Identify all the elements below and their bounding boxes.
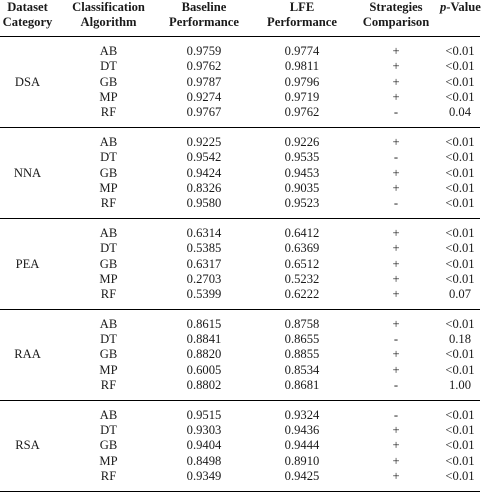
strategy-comparison-cell: - — [393, 105, 399, 120]
dataset-category-cell: RAA — [14, 347, 41, 362]
table-row — [0, 90, 480, 105]
strategy-comparison-cell: + — [392, 226, 400, 241]
lfe-performance-cell: 0.9436 — [284, 423, 320, 438]
strategy-comparison-cell: - — [393, 377, 399, 392]
algorithm-cell: RF — [100, 468, 117, 483]
table-row — [0, 453, 480, 468]
baseline-performance-cell: 0.8326 — [186, 180, 222, 195]
group-spacer — [0, 37, 480, 45]
baseline-performance-cell: 0.9759 — [186, 44, 222, 59]
strategy-comparison-cell: + — [392, 135, 400, 150]
header-row — [0, 0, 480, 37]
p-value-cell: <0.01 — [445, 347, 475, 362]
strategy-comparison-cell: - — [393, 195, 399, 210]
table-row — [0, 105, 480, 120]
algorithm-cell: GB — [99, 438, 118, 453]
p-value-cell: <0.01 — [445, 423, 475, 438]
lfe-performance-cell: 0.6512 — [284, 256, 320, 271]
dataset-category-cell: DSA — [14, 74, 41, 89]
algorithm-cell: MP — [99, 362, 118, 377]
table-row — [0, 332, 480, 347]
algorithm-cell: DT — [100, 332, 117, 347]
lfe-performance-cell: 0.6412 — [284, 226, 320, 241]
algorithm-cell: AB — [99, 317, 118, 332]
table-row — [0, 44, 480, 59]
lfe-performance-cell: 0.9719 — [284, 89, 320, 104]
baseline-performance-cell: 0.9303 — [186, 423, 222, 438]
table-row — [0, 59, 480, 74]
lfe-performance-cell: 0.9796 — [284, 74, 320, 89]
p-value-cell: 1.00 — [448, 377, 472, 392]
table-row — [0, 347, 480, 362]
strategy-comparison-cell: + — [392, 453, 400, 468]
lfe-performance-cell: 0.8910 — [284, 453, 320, 468]
baseline-performance-cell: 0.2703 — [186, 271, 222, 286]
algorithm-cell: DT — [100, 150, 117, 165]
p-value-cell: <0.01 — [445, 89, 475, 104]
strategy-comparison-cell: - — [393, 408, 399, 423]
algorithm-cell: MP — [99, 271, 118, 286]
baseline-performance-cell: 0.6005 — [186, 362, 222, 377]
table-row — [0, 150, 480, 165]
dataset-category-cell: RSA — [15, 438, 40, 453]
lfe-performance-cell: 0.5232 — [284, 271, 320, 286]
algorithm-cell: MP — [99, 453, 118, 468]
group-divider — [0, 393, 480, 401]
strategy-comparison-cell: + — [392, 44, 400, 59]
p-value-cell: <0.01 — [445, 165, 475, 180]
strategy-comparison-cell: - — [393, 150, 399, 165]
algorithm-cell: DT — [100, 423, 117, 438]
table-row — [0, 241, 480, 256]
strategy-comparison-cell: + — [392, 438, 400, 453]
baseline-performance-cell: 0.9762 — [186, 59, 222, 74]
header-baseline-performance: Baseline Performance — [156, 0, 252, 37]
strategy-comparison-cell: + — [392, 89, 400, 104]
algorithm-cell: DT — [100, 59, 117, 74]
p-value-cell: <0.01 — [445, 408, 475, 423]
group-spacer — [0, 218, 480, 226]
p-value-cell: <0.01 — [445, 453, 475, 468]
p-value-cell: <0.01 — [445, 271, 475, 286]
p-value-cell: <0.01 — [445, 468, 475, 483]
strategy-comparison-cell: + — [392, 423, 400, 438]
baseline-performance-cell: 0.9515 — [186, 408, 222, 423]
algorithm-cell: MP — [99, 89, 118, 104]
strategy-comparison-cell: + — [392, 317, 400, 332]
group-spacer — [0, 309, 480, 317]
baseline-performance-cell: 0.9225 — [186, 135, 222, 150]
baseline-performance-cell: 0.5399 — [186, 286, 222, 301]
strategy-comparison-cell: + — [392, 165, 400, 180]
algorithm-cell: GB — [99, 165, 118, 180]
strategy-comparison-cell: + — [392, 468, 400, 483]
lfe-performance-cell: 0.9535 — [284, 150, 320, 165]
table-row — [0, 408, 480, 423]
p-value-cell: <0.01 — [445, 317, 475, 332]
lfe-performance-cell: 0.8855 — [284, 347, 320, 362]
lfe-performance-cell: 0.8534 — [284, 362, 320, 377]
header-lfe-performance: LFE Performance — [252, 0, 352, 37]
baseline-performance-cell: 0.8820 — [186, 347, 222, 362]
table-row — [0, 226, 480, 241]
p-value-cell: <0.01 — [445, 74, 475, 89]
baseline-performance-cell: 0.6317 — [186, 256, 222, 271]
strategy-comparison-cell: + — [392, 256, 400, 271]
baseline-performance-cell: 0.9767 — [186, 105, 222, 120]
p-value-cell: <0.01 — [445, 59, 475, 74]
table-row — [0, 135, 480, 150]
strategy-comparison-cell: + — [392, 74, 400, 89]
strategy-comparison-cell: + — [392, 241, 400, 256]
strategy-comparison-cell: + — [392, 271, 400, 286]
strategy-comparison-cell: + — [392, 286, 400, 301]
p-value-cell: 0.04 — [448, 105, 472, 120]
baseline-performance-cell: 0.6314 — [186, 226, 222, 241]
table-row — [0, 256, 480, 271]
algorithm-cell: AB — [99, 44, 118, 59]
table-row — [0, 196, 480, 211]
strategy-comparison-cell: + — [392, 59, 400, 74]
baseline-performance-cell: 0.5385 — [186, 241, 222, 256]
algorithm-cell: MP — [99, 180, 118, 195]
group-divider — [0, 302, 480, 310]
algorithm-cell: RF — [100, 105, 117, 120]
strategy-comparison-cell: - — [393, 332, 399, 347]
baseline-performance-cell: 0.8615 — [186, 317, 222, 332]
baseline-performance-cell: 0.9542 — [186, 150, 222, 165]
header-classification-algorithm: Classification Algorithm — [61, 0, 156, 37]
table-row — [0, 469, 480, 484]
p-value-cell: <0.01 — [445, 438, 475, 453]
table-row — [0, 423, 480, 438]
group-spacer — [0, 400, 480, 408]
algorithm-cell: AB — [99, 226, 118, 241]
dataset-category-cell: PEA — [15, 256, 40, 271]
algorithm-cell: DT — [100, 241, 117, 256]
p-value-cell: <0.01 — [445, 150, 475, 165]
table-row — [0, 287, 480, 302]
baseline-performance-cell: 0.8498 — [186, 453, 222, 468]
group-divider — [0, 484, 480, 492]
p-value-cell: <0.01 — [445, 44, 475, 59]
lfe-performance-cell: 0.6222 — [284, 286, 320, 301]
baseline-performance-cell: 0.9404 — [186, 438, 222, 453]
algorithm-cell: GB — [99, 256, 118, 271]
algorithm-cell: RF — [100, 195, 117, 210]
lfe-performance-cell: 0.8655 — [284, 332, 320, 347]
lfe-performance-cell: 0.9523 — [284, 195, 320, 210]
group-divider — [0, 120, 480, 128]
lfe-performance-cell: 0.9226 — [284, 135, 320, 150]
lfe-performance-cell: 0.9444 — [284, 438, 320, 453]
p-value-cell: <0.01 — [445, 226, 475, 241]
algorithm-cell: AB — [99, 135, 118, 150]
table-row — [0, 181, 480, 196]
p-value-cell: <0.01 — [445, 195, 475, 210]
header-strategies-comparison: Strategies Comparison — [352, 0, 440, 37]
baseline-performance-cell: 0.8841 — [186, 332, 222, 347]
p-value-cell: <0.01 — [445, 241, 475, 256]
strategy-comparison-cell: + — [392, 180, 400, 195]
table-row — [0, 362, 480, 377]
baseline-performance-cell: 0.9787 — [186, 74, 222, 89]
algorithm-cell: GB — [99, 347, 118, 362]
header-p-value: p-Value — [440, 0, 480, 37]
baseline-performance-cell: 0.9424 — [186, 165, 222, 180]
p-value-cell: 0.07 — [448, 286, 472, 301]
lfe-performance-cell: 0.9425 — [284, 468, 320, 483]
p-value-cell: <0.01 — [445, 135, 475, 150]
p-value-cell: 0.18 — [448, 332, 472, 347]
lfe-performance-cell: 0.9453 — [284, 165, 320, 180]
lfe-performance-cell: 0.8681 — [284, 377, 320, 392]
lfe-performance-cell: 0.9035 — [284, 180, 320, 195]
p-value-cell: <0.01 — [445, 362, 475, 377]
lfe-performance-cell: 0.9774 — [284, 44, 320, 59]
dataset-category-cell: NNA — [13, 165, 42, 180]
lfe-performance-cell: 0.6369 — [284, 241, 320, 256]
algorithm-cell: AB — [99, 408, 118, 423]
strategy-comparison-cell: + — [392, 362, 400, 377]
baseline-performance-cell: 0.9274 — [186, 89, 222, 104]
group-divider — [0, 211, 480, 219]
algorithm-cell: GB — [99, 74, 118, 89]
table-body — [0, 37, 480, 492]
table-row — [0, 317, 480, 332]
strategy-comparison-cell: + — [392, 347, 400, 362]
table-row — [0, 271, 480, 286]
lfe-performance-cell: 0.9324 — [284, 408, 320, 423]
table-row — [0, 74, 480, 89]
table-row — [0, 165, 480, 180]
baseline-performance-cell: 0.9349 — [186, 468, 222, 483]
table-row — [0, 438, 480, 453]
table-row — [0, 378, 480, 393]
p-value-cell: <0.01 — [445, 256, 475, 271]
baseline-performance-cell: 0.8802 — [186, 377, 222, 392]
group-spacer — [0, 127, 480, 135]
baseline-performance-cell: 0.9580 — [186, 195, 222, 210]
algorithm-cell: RF — [100, 286, 117, 301]
lfe-performance-cell: 0.9762 — [284, 105, 320, 120]
algorithm-cell: RF — [100, 377, 117, 392]
lfe-performance-cell: 0.8758 — [284, 317, 320, 332]
p-value-cell: <0.01 — [445, 180, 475, 195]
header-dataset-category: Dataset Category — [0, 0, 61, 37]
lfe-performance-cell: 0.9811 — [284, 59, 320, 74]
